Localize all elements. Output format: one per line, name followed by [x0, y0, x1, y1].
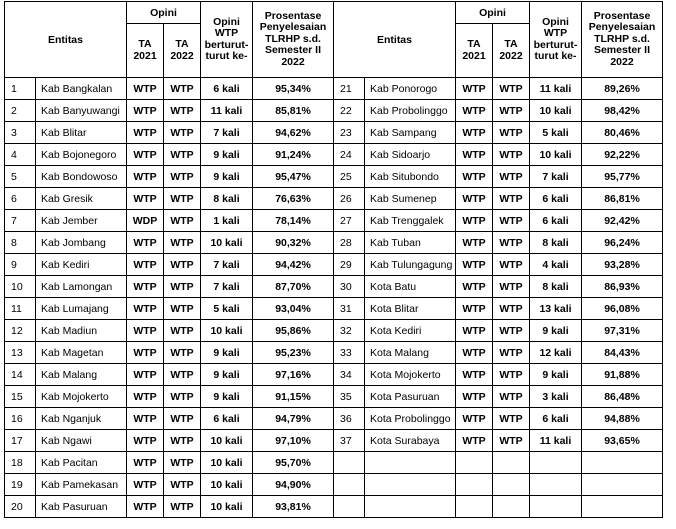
entity-name-left: Kab Malang — [36, 364, 127, 386]
entity-name-right — [365, 496, 456, 518]
row-number-right — [334, 474, 365, 496]
opinion-2022-right: WTP — [493, 166, 530, 188]
entity-name-left: Kab Banyuwangi — [36, 100, 127, 122]
header-opini-right: Opini — [456, 2, 530, 24]
completion-percentage-left: 94,62% — [253, 122, 334, 144]
entity-name-left: Kab Madiun — [36, 320, 127, 342]
opinion-2022-left: WTP — [164, 364, 201, 386]
entity-name-right: Kab Tulungagung — [365, 254, 456, 276]
table-row — [5, 254, 663, 276]
opinion-2022-left: WTP — [164, 408, 201, 430]
row-number-left: 3 — [5, 122, 36, 144]
table-row — [5, 188, 663, 210]
wtp-streak-left: 9 kali — [201, 364, 253, 386]
row-number-left: 10 — [5, 276, 36, 298]
completion-percentage-right: 84,43% — [582, 342, 663, 364]
row-number-right: 30 — [334, 276, 365, 298]
row-number-right: 28 — [334, 232, 365, 254]
opinion-2021-left: WTP — [127, 386, 164, 408]
table-row — [5, 78, 663, 100]
completion-percentage-right: 86,48% — [582, 386, 663, 408]
completion-percentage-left: 95,23% — [253, 342, 334, 364]
wtp-streak-left: 7 kali — [201, 276, 253, 298]
entity-name-right: Kota Kediri — [365, 320, 456, 342]
completion-percentage-right: 96,08% — [582, 298, 663, 320]
wtp-streak-right: 11 kali — [530, 78, 582, 100]
table-row — [5, 210, 663, 232]
table-row — [5, 342, 663, 364]
opinion-2021-left: WTP — [127, 144, 164, 166]
wtp-streak-right: 6 kali — [530, 210, 582, 232]
opinion-2021-right: WTP — [456, 408, 493, 430]
opinion-2022-right: WTP — [493, 232, 530, 254]
opinion-2022-right: WTP — [493, 100, 530, 122]
header-opini-left: Opini — [127, 2, 201, 24]
opinion-2021-right: WTP — [456, 298, 493, 320]
opinion-2022-left: WTP — [164, 166, 201, 188]
completion-percentage-right: 86,81% — [582, 188, 663, 210]
entity-name-left: Kab Bojonegoro — [36, 144, 127, 166]
opinion-2021-left: WTP — [127, 408, 164, 430]
entity-name-right: Kota Pasuruan — [365, 386, 456, 408]
wtp-streak-left: 8 kali — [201, 188, 253, 210]
completion-percentage-right — [582, 496, 663, 518]
row-number-left: 13 — [5, 342, 36, 364]
header-opini-wtp-right: Opini WTP berturut-turut ke- — [530, 2, 582, 78]
opinion-2021-right: WTP — [456, 430, 493, 452]
row-number-right: 21 — [334, 78, 365, 100]
wtp-streak-left: 10 kali — [201, 452, 253, 474]
entity-name-right: Kab Sampang — [365, 122, 456, 144]
completion-percentage-left: 95,70% — [253, 452, 334, 474]
completion-percentage-right: 96,24% — [582, 232, 663, 254]
row-number-left: 9 — [5, 254, 36, 276]
entity-name-left: Kab Lamongan — [36, 276, 127, 298]
wtp-streak-right — [530, 496, 582, 518]
wtp-streak-left: 11 kali — [201, 100, 253, 122]
completion-percentage-right: 91,88% — [582, 364, 663, 386]
row-number-left: 15 — [5, 386, 36, 408]
completion-percentage-right: 98,42% — [582, 100, 663, 122]
opinion-2021-right: WTP — [456, 166, 493, 188]
opinion-2021-right: WTP — [456, 122, 493, 144]
table-row — [5, 430, 663, 452]
wtp-streak-right: 10 kali — [530, 100, 582, 122]
completion-percentage-left: 95,34% — [253, 78, 334, 100]
wtp-streak-right: 10 kali — [530, 144, 582, 166]
opinion-table — [4, 1, 663, 518]
completion-percentage-left: 76,63% — [253, 188, 334, 210]
opinion-2022-left: WTP — [164, 452, 201, 474]
wtp-streak-right: 8 kali — [530, 276, 582, 298]
opinion-2022-right — [493, 452, 530, 474]
opinion-2022-right: WTP — [493, 364, 530, 386]
entity-name-left: Kab Mojokerto — [36, 386, 127, 408]
opinion-2021-left: WTP — [127, 474, 164, 496]
wtp-streak-left: 7 kali — [201, 122, 253, 144]
entity-name-right — [365, 452, 456, 474]
wtp-streak-right: 11 kali — [530, 430, 582, 452]
table-row — [5, 298, 663, 320]
entity-name-right: Kota Mojokerto — [365, 364, 456, 386]
opinion-2022-left: WTP — [164, 474, 201, 496]
opinion-2021-right: WTP — [456, 276, 493, 298]
wtp-streak-left: 7 kali — [201, 254, 253, 276]
row-number-left: 20 — [5, 496, 36, 518]
row-number-right: 23 — [334, 122, 365, 144]
completion-percentage-left: 94,79% — [253, 408, 334, 430]
header-entitas-left: Entitas — [5, 2, 127, 78]
entity-name-left: Kab Pamekasan — [36, 474, 127, 496]
completion-percentage-left: 95,47% — [253, 166, 334, 188]
completion-percentage-right — [582, 452, 663, 474]
row-number-left: 7 — [5, 210, 36, 232]
opinion-2021-left: WTP — [127, 320, 164, 342]
row-number-left: 8 — [5, 232, 36, 254]
opinion-2022-left: WTP — [164, 188, 201, 210]
opinion-2022-right — [493, 496, 530, 518]
wtp-streak-right: 9 kali — [530, 364, 582, 386]
opinion-2021-left: WTP — [127, 188, 164, 210]
wtp-streak-right: 7 kali — [530, 166, 582, 188]
wtp-streak-left: 9 kali — [201, 386, 253, 408]
completion-percentage-left: 90,32% — [253, 232, 334, 254]
wtp-streak-right: 12 kali — [530, 342, 582, 364]
opinion-2022-left: WTP — [164, 386, 201, 408]
entity-name-left: Kab Nganjuk — [36, 408, 127, 430]
wtp-streak-right — [530, 452, 582, 474]
opinion-2022-right: WTP — [493, 408, 530, 430]
opinion-2021-left: WTP — [127, 100, 164, 122]
table-row — [5, 408, 663, 430]
wtp-streak-right: 8 kali — [530, 232, 582, 254]
wtp-streak-left: 6 kali — [201, 78, 253, 100]
row-number-left: 11 — [5, 298, 36, 320]
opinion-2022-right: WTP — [493, 342, 530, 364]
wtp-streak-left: 10 kali — [201, 474, 253, 496]
row-number-right: 35 — [334, 386, 365, 408]
opinion-2022-right: WTP — [493, 298, 530, 320]
table-row — [5, 144, 663, 166]
entity-name-right: Kab Probolinggo — [365, 100, 456, 122]
entity-name-right: Kab Sumenep — [365, 188, 456, 210]
wtp-streak-right: 4 kali — [530, 254, 582, 276]
opinion-2021-left: WTP — [127, 122, 164, 144]
row-number-left: 5 — [5, 166, 36, 188]
opinion-2021-left: WTP — [127, 298, 164, 320]
opinion-table-container — [4, 1, 663, 518]
table-row — [5, 232, 663, 254]
entity-name-left: Kab Magetan — [36, 342, 127, 364]
table-row — [5, 474, 663, 496]
opinion-2022-left: WTP — [164, 254, 201, 276]
opinion-2021-right: WTP — [456, 232, 493, 254]
wtp-streak-right: 9 kali — [530, 320, 582, 342]
opinion-2021-left: WDP — [127, 210, 164, 232]
wtp-streak-right: 5 kali — [530, 122, 582, 144]
opinion-2022-right: WTP — [493, 276, 530, 298]
header-ta2021-right: TA 2021 — [456, 24, 493, 78]
opinion-2022-left: WTP — [164, 298, 201, 320]
table-row — [5, 452, 663, 474]
entity-name-right: Kab Ponorogo — [365, 78, 456, 100]
opinion-2022-left: WTP — [164, 276, 201, 298]
opinion-2021-right: WTP — [456, 210, 493, 232]
opinion-2021-right: WTP — [456, 78, 493, 100]
completion-percentage-left: 91,24% — [253, 144, 334, 166]
entity-name-left: Kab Pasuruan — [36, 496, 127, 518]
wtp-streak-right: 3 kali — [530, 386, 582, 408]
entity-name-right: Kota Blitar — [365, 298, 456, 320]
row-number-left: 4 — [5, 144, 36, 166]
opinion-2022-left: WTP — [164, 144, 201, 166]
wtp-streak-left: 6 kali — [201, 408, 253, 430]
row-number-right: 37 — [334, 430, 365, 452]
completion-percentage-left: 87,70% — [253, 276, 334, 298]
completion-percentage-left: 97,16% — [253, 364, 334, 386]
opinion-2022-right: WTP — [493, 78, 530, 100]
table-body — [5, 78, 663, 518]
wtp-streak-left: 9 kali — [201, 166, 253, 188]
row-number-right — [334, 496, 365, 518]
completion-percentage-left: 97,10% — [253, 430, 334, 452]
row-number-right: 27 — [334, 210, 365, 232]
opinion-2021-right — [456, 496, 493, 518]
opinion-2021-right — [456, 452, 493, 474]
opinion-2021-left: WTP — [127, 232, 164, 254]
completion-percentage-right: 86,93% — [582, 276, 663, 298]
row-number-right: 34 — [334, 364, 365, 386]
opinion-2021-left: WTP — [127, 496, 164, 518]
opinion-2021-left: WTP — [127, 78, 164, 100]
opinion-2022-left: WTP — [164, 210, 201, 232]
opinion-2021-right — [456, 474, 493, 496]
opinion-2022-left: WTP — [164, 100, 201, 122]
entity-name-right: Kab Sidoarjo — [365, 144, 456, 166]
opinion-2022-right: WTP — [493, 188, 530, 210]
wtp-streak-right: 13 kali — [530, 298, 582, 320]
opinion-2021-left: WTP — [127, 452, 164, 474]
completion-percentage-right: 93,65% — [582, 430, 663, 452]
opinion-2022-left: WTP — [164, 122, 201, 144]
completion-percentage-left: 93,81% — [253, 496, 334, 518]
opinion-2022-left: WTP — [164, 232, 201, 254]
entity-name-left: Kab Blitar — [36, 122, 127, 144]
entity-name-left: Kab Gresik — [36, 188, 127, 210]
opinion-2022-left: WTP — [164, 496, 201, 518]
row-number-left: 16 — [5, 408, 36, 430]
completion-percentage-right: 80,46% — [582, 122, 663, 144]
opinion-2021-right: WTP — [456, 188, 493, 210]
opinion-2021-left: WTP — [127, 430, 164, 452]
opinion-2022-right: WTP — [493, 210, 530, 232]
row-number-right: 36 — [334, 408, 365, 430]
opinion-2021-left: WTP — [127, 276, 164, 298]
row-number-left: 14 — [5, 364, 36, 386]
completion-percentage-left: 93,04% — [253, 298, 334, 320]
completion-percentage-right: 92,22% — [582, 144, 663, 166]
wtp-streak-left: 9 kali — [201, 342, 253, 364]
row-number-left: 17 — [5, 430, 36, 452]
completion-percentage-right: 97,31% — [582, 320, 663, 342]
row-number-right: 29 — [334, 254, 365, 276]
opinion-2022-left: WTP — [164, 320, 201, 342]
completion-percentage-left: 78,14% — [253, 210, 334, 232]
opinion-2021-left: WTP — [127, 342, 164, 364]
completion-percentage-left: 91,15% — [253, 386, 334, 408]
table-row — [5, 276, 663, 298]
wtp-streak-right — [530, 474, 582, 496]
completion-percentage-right: 89,26% — [582, 78, 663, 100]
row-number-right — [334, 452, 365, 474]
table-row — [5, 364, 663, 386]
entity-name-left: Kab Bangkalan — [36, 78, 127, 100]
wtp-streak-left: 1 kali — [201, 210, 253, 232]
wtp-streak-left: 10 kali — [201, 496, 253, 518]
opinion-2022-right: WTP — [493, 144, 530, 166]
opinion-2021-right: WTP — [456, 342, 493, 364]
opinion-2021-right: WTP — [456, 100, 493, 122]
wtp-streak-left: 10 kali — [201, 232, 253, 254]
row-number-left: 12 — [5, 320, 36, 342]
opinion-2021-right: WTP — [456, 144, 493, 166]
header-opini-wtp-left: Opini WTP berturut-turut ke- — [201, 2, 253, 78]
opinion-2022-left: WTP — [164, 430, 201, 452]
opinion-2022-left: WTP — [164, 78, 201, 100]
wtp-streak-left: 5 kali — [201, 298, 253, 320]
opinion-2021-right: WTP — [456, 320, 493, 342]
header-ta2022-right: TA 2022 — [493, 24, 530, 78]
row-number-right: 24 — [334, 144, 365, 166]
opinion-2022-right: WTP — [493, 122, 530, 144]
completion-percentage-right: 92,42% — [582, 210, 663, 232]
row-number-right: 31 — [334, 298, 365, 320]
table-row — [5, 386, 663, 408]
entity-name-right: Kota Batu — [365, 276, 456, 298]
opinion-2022-right: WTP — [493, 386, 530, 408]
row-number-right: 22 — [334, 100, 365, 122]
header-prosentase-right: Prosentase Penyelesaian TLRHP s.d. Semester II 2022 — [582, 2, 663, 78]
completion-percentage-right: 93,28% — [582, 254, 663, 276]
completion-percentage-left: 95,86% — [253, 320, 334, 342]
row-number-left: 18 — [5, 452, 36, 474]
completion-percentage-left: 85,81% — [253, 100, 334, 122]
entity-name-left: Kab Jember — [36, 210, 127, 232]
table-row — [5, 100, 663, 122]
opinion-2021-left: WTP — [127, 166, 164, 188]
entity-name-right: Kota Surabaya — [365, 430, 456, 452]
completion-percentage-right: 94,88% — [582, 408, 663, 430]
entity-name-left: Kab Pacitan — [36, 452, 127, 474]
opinion-2022-right: WTP — [493, 320, 530, 342]
entity-name-left: Kab Ngawi — [36, 430, 127, 452]
entity-name-left: Kab Lumajang — [36, 298, 127, 320]
entity-name-right: Kab Trenggalek — [365, 210, 456, 232]
entity-name-right: Kab Tuban — [365, 232, 456, 254]
opinion-2021-right: WTP — [456, 364, 493, 386]
row-number-right: 33 — [334, 342, 365, 364]
header-entitas-right: Entitas — [334, 2, 456, 78]
completion-percentage-right: 95,77% — [582, 166, 663, 188]
entity-name-right: Kab Situbondo — [365, 166, 456, 188]
entity-name-right — [365, 474, 456, 496]
opinion-2022-right: WTP — [493, 430, 530, 452]
opinion-2022-right: WTP — [493, 254, 530, 276]
row-number-left: 6 — [5, 188, 36, 210]
opinion-2021-right: WTP — [456, 254, 493, 276]
entity-name-left: Kab Jombang — [36, 232, 127, 254]
row-number-left: 2 — [5, 100, 36, 122]
completion-percentage-left: 94,90% — [253, 474, 334, 496]
row-number-right: 32 — [334, 320, 365, 342]
header-ta2022-left: TA 2022 — [164, 24, 201, 78]
opinion-2021-left: WTP — [127, 364, 164, 386]
wtp-streak-left: 10 kali — [201, 430, 253, 452]
completion-percentage-right — [582, 474, 663, 496]
wtp-streak-right: 6 kali — [530, 188, 582, 210]
wtp-streak-left: 9 kali — [201, 144, 253, 166]
entity-name-left: Kab Bondowoso — [36, 166, 127, 188]
wtp-streak-left: 10 kali — [201, 320, 253, 342]
wtp-streak-right: 6 kali — [530, 408, 582, 430]
opinion-2021-right: WTP — [456, 386, 493, 408]
opinion-2022-left: WTP — [164, 342, 201, 364]
row-number-right: 25 — [334, 166, 365, 188]
table-row — [5, 122, 663, 144]
header-prosentase-left: Prosentase Penyelesaian TLRHP s.d. Semester II 2022 — [253, 2, 334, 78]
row-number-left: 19 — [5, 474, 36, 496]
entity-name-right: Kota Malang — [365, 342, 456, 364]
entity-name-right: Kota Probolinggo — [365, 408, 456, 430]
table-row — [5, 320, 663, 342]
header-ta2021-left: TA 2021 — [127, 24, 164, 78]
opinion-2021-left: WTP — [127, 254, 164, 276]
table-row — [5, 496, 663, 518]
table-row — [5, 166, 663, 188]
opinion-2022-right — [493, 474, 530, 496]
completion-percentage-left: 94,42% — [253, 254, 334, 276]
row-number-right: 26 — [334, 188, 365, 210]
row-number-left: 1 — [5, 78, 36, 100]
entity-name-left: Kab Kediri — [36, 254, 127, 276]
